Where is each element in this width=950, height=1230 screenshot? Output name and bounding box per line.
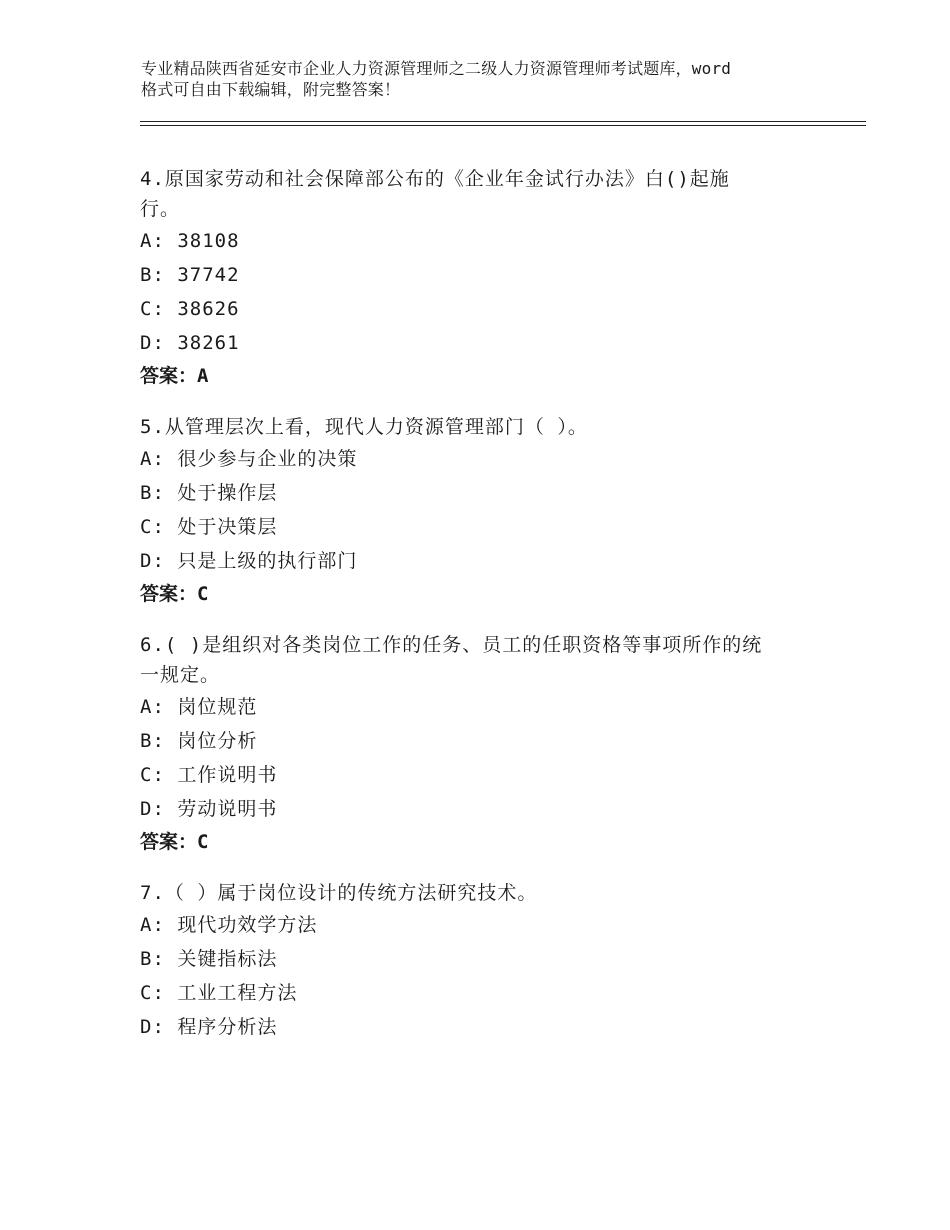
question-4 bbox=[140, 164, 820, 392]
answer bbox=[140, 360, 820, 392]
question-stem-cont: 行。 bbox=[140, 198, 181, 220]
answer-label: 答案： bbox=[140, 365, 198, 387]
answer-value: C bbox=[197, 583, 209, 605]
question-stem-cont: 一规定。 bbox=[140, 664, 221, 686]
answer-label: 答案： bbox=[140, 583, 198, 605]
question-stem: 7.（ ）属于岗位设计的传统方法研究技术。 bbox=[140, 882, 538, 904]
question-list bbox=[140, 164, 820, 1064]
option-a: A: 很少参与企业的决策 bbox=[140, 448, 358, 470]
option-b: B: 处于操作层 bbox=[140, 482, 278, 504]
option-d: D: 劳动说明书 bbox=[140, 798, 278, 820]
option-d: D: 只是上级的执行部门 bbox=[140, 550, 358, 572]
option-c: C: 工作说明书 bbox=[140, 764, 278, 786]
question-stem: 5.从管理层次上看，现代人力资源管理部门（ ）。 bbox=[140, 416, 588, 438]
answer-label: 答案： bbox=[140, 831, 198, 853]
question-stem: 6.( )是组织对各类岗位工作的任务、员工的任职资格等事项所作的统 bbox=[140, 634, 763, 656]
answer bbox=[140, 578, 820, 610]
option-c: C: 工业工程方法 bbox=[140, 982, 298, 1004]
option-d: D: 程序分析法 bbox=[140, 1016, 278, 1038]
question-6 bbox=[140, 630, 820, 858]
header-rule-top bbox=[140, 121, 866, 122]
header-line-2: 格式可自由下载编辑，附完整答案！ bbox=[141, 80, 401, 99]
option-a: A: 现代功效学方法 bbox=[140, 914, 318, 936]
option-c: C: 38626 bbox=[140, 298, 240, 320]
option-b: B: 关键指标法 bbox=[140, 948, 278, 970]
option-b: B: 岗位分析 bbox=[140, 730, 258, 752]
option-c: C: 处于决策层 bbox=[140, 516, 278, 538]
question-stem: 4.原国家劳动和社会保障部公布的《企业年金试行办法》白()起施 bbox=[140, 168, 730, 190]
answer-value: A bbox=[197, 365, 209, 387]
question-5 bbox=[140, 412, 820, 610]
answer-value: C bbox=[197, 831, 209, 853]
document-header bbox=[141, 58, 831, 100]
header-line-1: 专业精品陕西省延安市企业人力资源管理师之二级人力资源管理师考试题库，word bbox=[141, 59, 732, 78]
option-a: A: 岗位规范 bbox=[140, 696, 258, 718]
question-7 bbox=[140, 878, 820, 1044]
header-rule-bottom bbox=[140, 125, 866, 126]
option-a: A: 38108 bbox=[140, 230, 240, 252]
option-b: B: 37742 bbox=[140, 264, 240, 286]
answer bbox=[140, 826, 820, 858]
option-d: D: 38261 bbox=[140, 332, 240, 354]
